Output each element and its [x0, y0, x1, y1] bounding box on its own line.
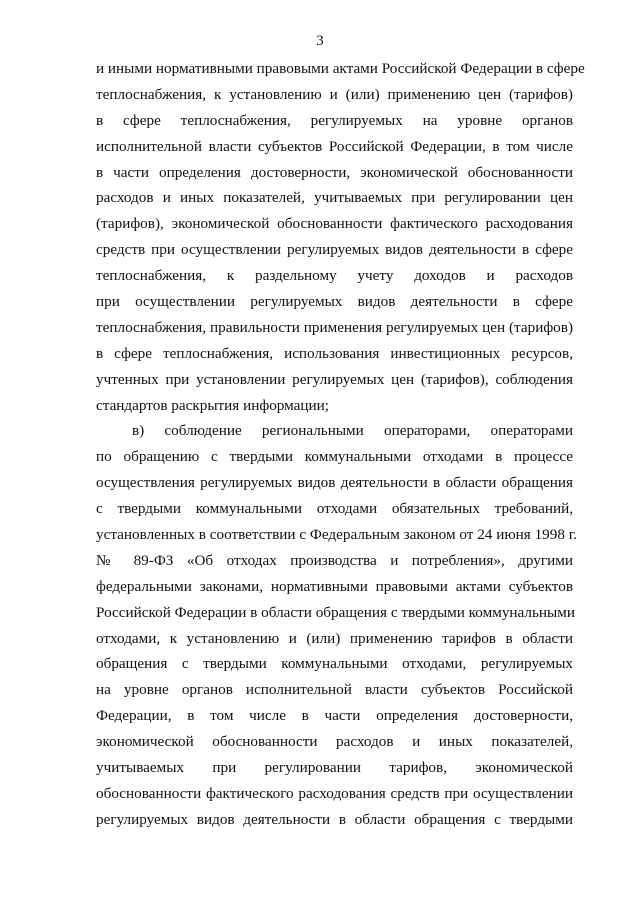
text-line: в части определения достоверности, экономической обоснованности — [96, 163, 573, 181]
text-line: регулируемых видов деятельности в области обращения с твердыми — [96, 810, 573, 828]
text-line: осуществления регулируемых видов деятельности в области обращения — [96, 474, 573, 492]
text-line: по обращению с твердыми коммунальными отходами в процессе — [96, 448, 573, 466]
text-line: установленных в соответствии с Федеральным законом от 24 июня 1998 г. — [96, 526, 578, 544]
text-line: стандартов раскрытия информации; — [96, 396, 329, 414]
text-line: средств при осуществлении регулируемых видов деятельности в сфере — [96, 241, 573, 259]
text-line: Федерации, в том числе в части определения достоверности, — [96, 707, 573, 725]
document-body — [96, 56, 585, 833]
text-line: расходов и иных показателей, учитываемых при регулировании цен — [96, 189, 573, 207]
text-line: № 89-ФЗ «Об отходах производства и потребления», другими — [96, 551, 573, 569]
text-line: теплоснабжения, правильности применения регулируемых цен (тарифов) — [96, 318, 573, 336]
text-line: отходами, к установлению и (или) применению тарифов в области — [96, 629, 573, 647]
text-line: и иными нормативными правовыми актами Российской Федерации в сфере — [96, 60, 585, 77]
text-line: теплоснабжения, к установлению и (или) применению цен (тарифов) — [96, 85, 573, 103]
text-line: в сфере теплоснабжения, использования инвестиционных ресурсов, — [96, 344, 573, 362]
text-line: учтенных при установлении регулируемых цен (тарифов), соблюдения — [96, 370, 573, 388]
text-line: федеральными законами, нормативными правовыми актами субъектов — [96, 577, 573, 595]
text-line: (тарифов), экономической обоснованности фактического расходования — [96, 215, 573, 233]
text-line: экономической обоснованности расходов и иных показателей, — [96, 733, 573, 751]
text-line: на уровне органов исполнительной власти субъектов Российской — [96, 681, 573, 699]
text-line: теплоснабжения, к раздельному учету доходов и расходов — [96, 267, 573, 285]
text-line: обращения с твердыми коммунальными отходами, регулируемых — [96, 655, 573, 673]
text-line: исполнительной власти субъектов Российской Федерации, в том числе — [96, 137, 573, 155]
page-number: 3 — [316, 33, 324, 49]
text-line: с твердыми коммунальными отходами обязательных требований, — [96, 500, 573, 518]
text-line: обоснованности фактического расходования средств при осуществлении — [96, 784, 573, 802]
text-line: при осуществлении регулируемых видов деятельности в сфере — [96, 293, 573, 311]
text-line: Российской Федерации в области обращения с твердыми коммунальными — [96, 603, 575, 621]
text-line: учитываемых при регулировании тарифов, экономической — [96, 759, 573, 777]
text-line: в сфере теплоснабжения, регулируемых на уровне органов — [96, 111, 573, 129]
paragraph-start-line: в) соблюдение региональными операторами, операторами — [132, 422, 573, 440]
